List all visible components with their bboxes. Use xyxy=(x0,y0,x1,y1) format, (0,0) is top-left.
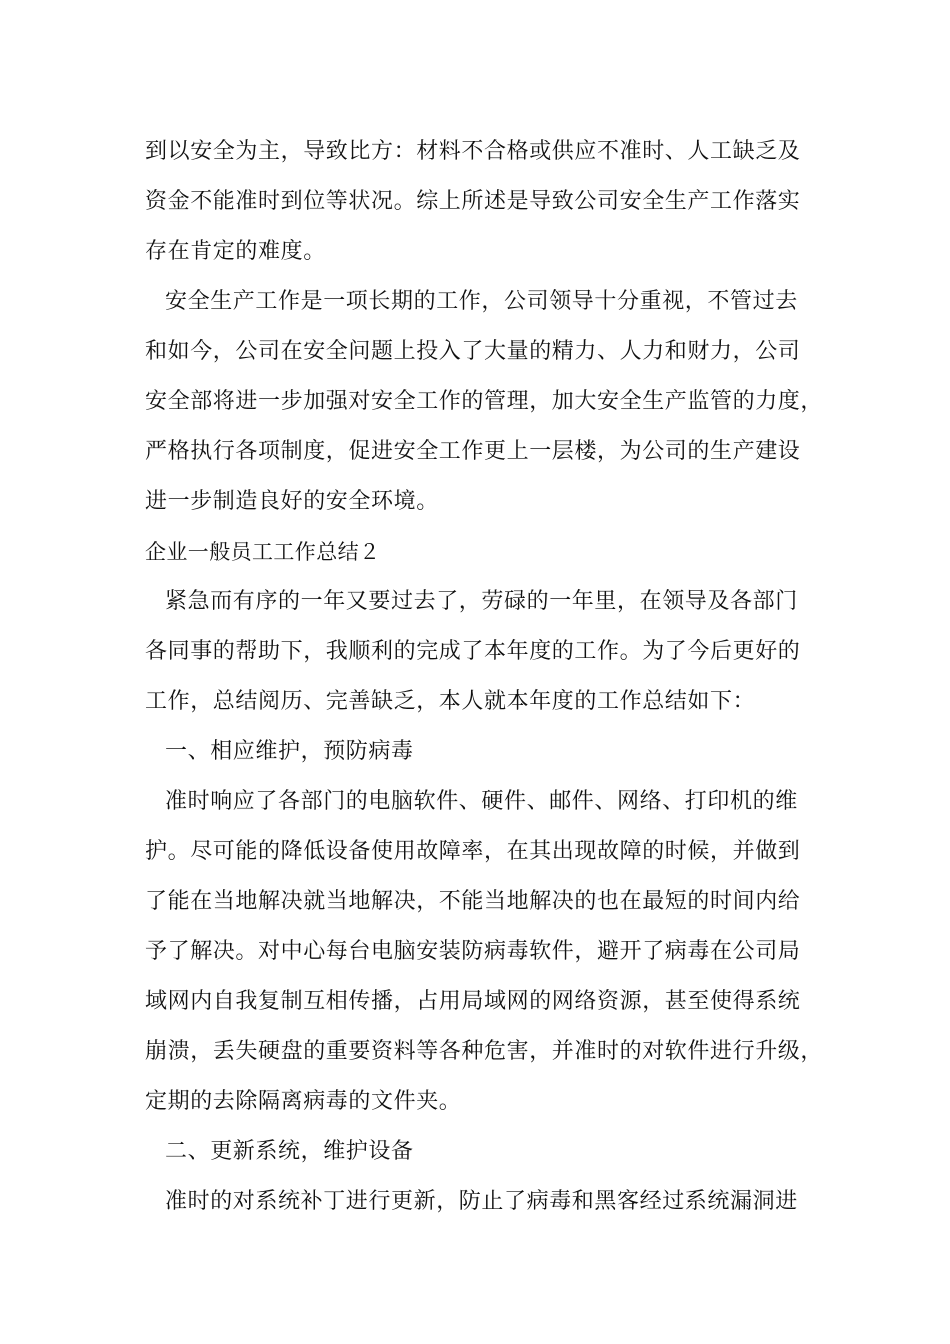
text-line: 域网内自我复制互相传播，占用局域网的网络资源，甚至使得系统 xyxy=(145,989,801,1014)
section-title: 企业一般员工工作总结２ xyxy=(145,540,381,564)
text-line: 资金不能准时到位等状况。综上所述是导致公司安全生产工作落实 xyxy=(145,189,801,214)
text-line: 定期的去除隔离病毒的文件夹。 xyxy=(145,1089,462,1114)
text-line: 崩溃，丢失硬盘的重要资料等各种危害，并准时的对软件进行升级， xyxy=(145,1039,824,1064)
text-line: 各同事的帮助下，我顺利的完成了本年度的工作。为了今后更好的 xyxy=(145,639,801,664)
text-line: 进一步制造良好的安全环境。 xyxy=(145,489,439,514)
text-line: 了能在当地解决就当地解决，不能当地解决的也在最短的时间内给 xyxy=(145,889,801,914)
text-line: 存在肯定的难度。 xyxy=(145,239,326,264)
text-line: 工作，总结阅历、完善缺乏，本人就本年度的工作总结如下： xyxy=(145,689,756,714)
text-line: 护。尽可能的降低设备使用故障率，在其出现故障的时候，并做到 xyxy=(145,839,801,864)
text-line: 予了解决。对中心每台电脑安装防病毒软件，避开了病毒在公司局 xyxy=(145,939,801,964)
subheading: 二、更新系统，维护设备 xyxy=(165,1139,414,1164)
text-line: 到以安全为主，导致比方：材料不合格或供应不准时、人工缺乏及 xyxy=(145,139,801,164)
subheading: 一、相应维护，预防病毒 xyxy=(165,739,414,764)
text-line: 严格执行各项制度，促进安全工作更上一层楼，为公司的生产建设 xyxy=(145,439,801,464)
paragraph-start: 准时的对系统补丁进行更新，防止了病毒和黑客经过系统漏洞进 xyxy=(165,1189,798,1214)
text-line: 和如今，公司在安全问题上投入了大量的精力、人力和财力，公司 xyxy=(145,339,801,364)
paragraph-start: 安全生产工作是一项长期的工作，公司领导十分重视，不管过去 xyxy=(165,289,798,314)
paragraph-start: 准时响应了各部门的电脑软件、硬件、邮件、网络、打印机的维 xyxy=(165,789,798,814)
text-line: 安全部将进一步加强对安全工作的管理，加大安全生产监管的力度， xyxy=(145,389,824,414)
paragraph-start: 紧急而有序的一年又要过去了，劳碌的一年里，在领导及各部门 xyxy=(165,589,798,614)
